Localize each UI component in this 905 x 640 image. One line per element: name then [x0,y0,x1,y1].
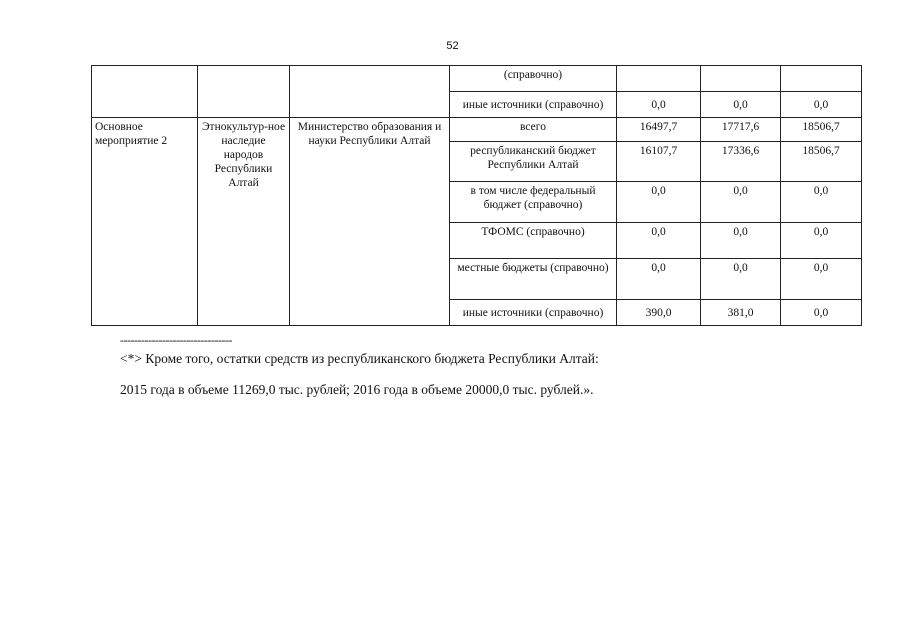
value-cell: 0,0 [781,259,862,300]
source-cell: ТФОМС (справочно) [450,223,617,259]
value-cell: 17336,6 [701,142,781,182]
table-row [92,118,862,142]
footnote-line-2: 2015 года в объеме 11269,0 тыс. рублей; 2016 года в объеме 20000,0 тыс. рублей.». [120,382,594,397]
table-row [92,66,862,92]
value-cell: 0,0 [617,182,701,223]
empty-cell [290,66,450,118]
source-cell: в том числе федеральный бюджет (справочно) [450,182,617,223]
value-cell: 17717,6 [701,118,781,142]
event-name-cell: Основное мероприятие 2 [92,118,198,326]
source-cell: (справочно) [450,66,617,92]
budget-table [91,65,862,326]
footnote-separator: -------------------------------- [120,333,232,347]
value-cell [781,66,862,92]
value-cell: 0,0 [781,92,862,118]
page-number: 52 [446,40,459,52]
empty-cell [198,66,290,118]
empty-cell [92,66,198,118]
value-cell: 16497,7 [617,118,701,142]
value-cell: 0,0 [701,92,781,118]
value-cell: 0,0 [781,300,862,326]
value-cell: 381,0 [701,300,781,326]
source-cell: иные источники (справочно) [450,92,617,118]
executor-cell: Министерство образования и науки Республики Алтай [290,118,450,326]
value-cell: 16107,7 [617,142,701,182]
event-title-cell: Этнокультур-ное наследие народов Республики Алтай [198,118,290,326]
value-cell: 390,0 [617,300,701,326]
source-cell: местные бюджеты (справочно) [450,259,617,300]
value-cell: 0,0 [781,182,862,223]
footnote-line-1: <*> Кроме того, остатки средств из республиканского бюджета Республики Алтай: [120,351,599,366]
source-cell: всего [450,118,617,142]
value-cell: 0,0 [617,223,701,259]
value-cell: 0,0 [701,182,781,223]
source-cell: иные источники (справочно) [450,300,617,326]
value-cell: 0,0 [781,223,862,259]
source-cell: республиканский бюджет Республики Алтай [450,142,617,182]
value-cell [617,66,701,92]
value-cell: 0,0 [701,259,781,300]
value-cell: 0,0 [701,223,781,259]
value-cell [701,66,781,92]
value-cell: 18506,7 [781,142,862,182]
value-cell: 0,0 [617,92,701,118]
value-cell: 0,0 [617,259,701,300]
value-cell: 18506,7 [781,118,862,142]
